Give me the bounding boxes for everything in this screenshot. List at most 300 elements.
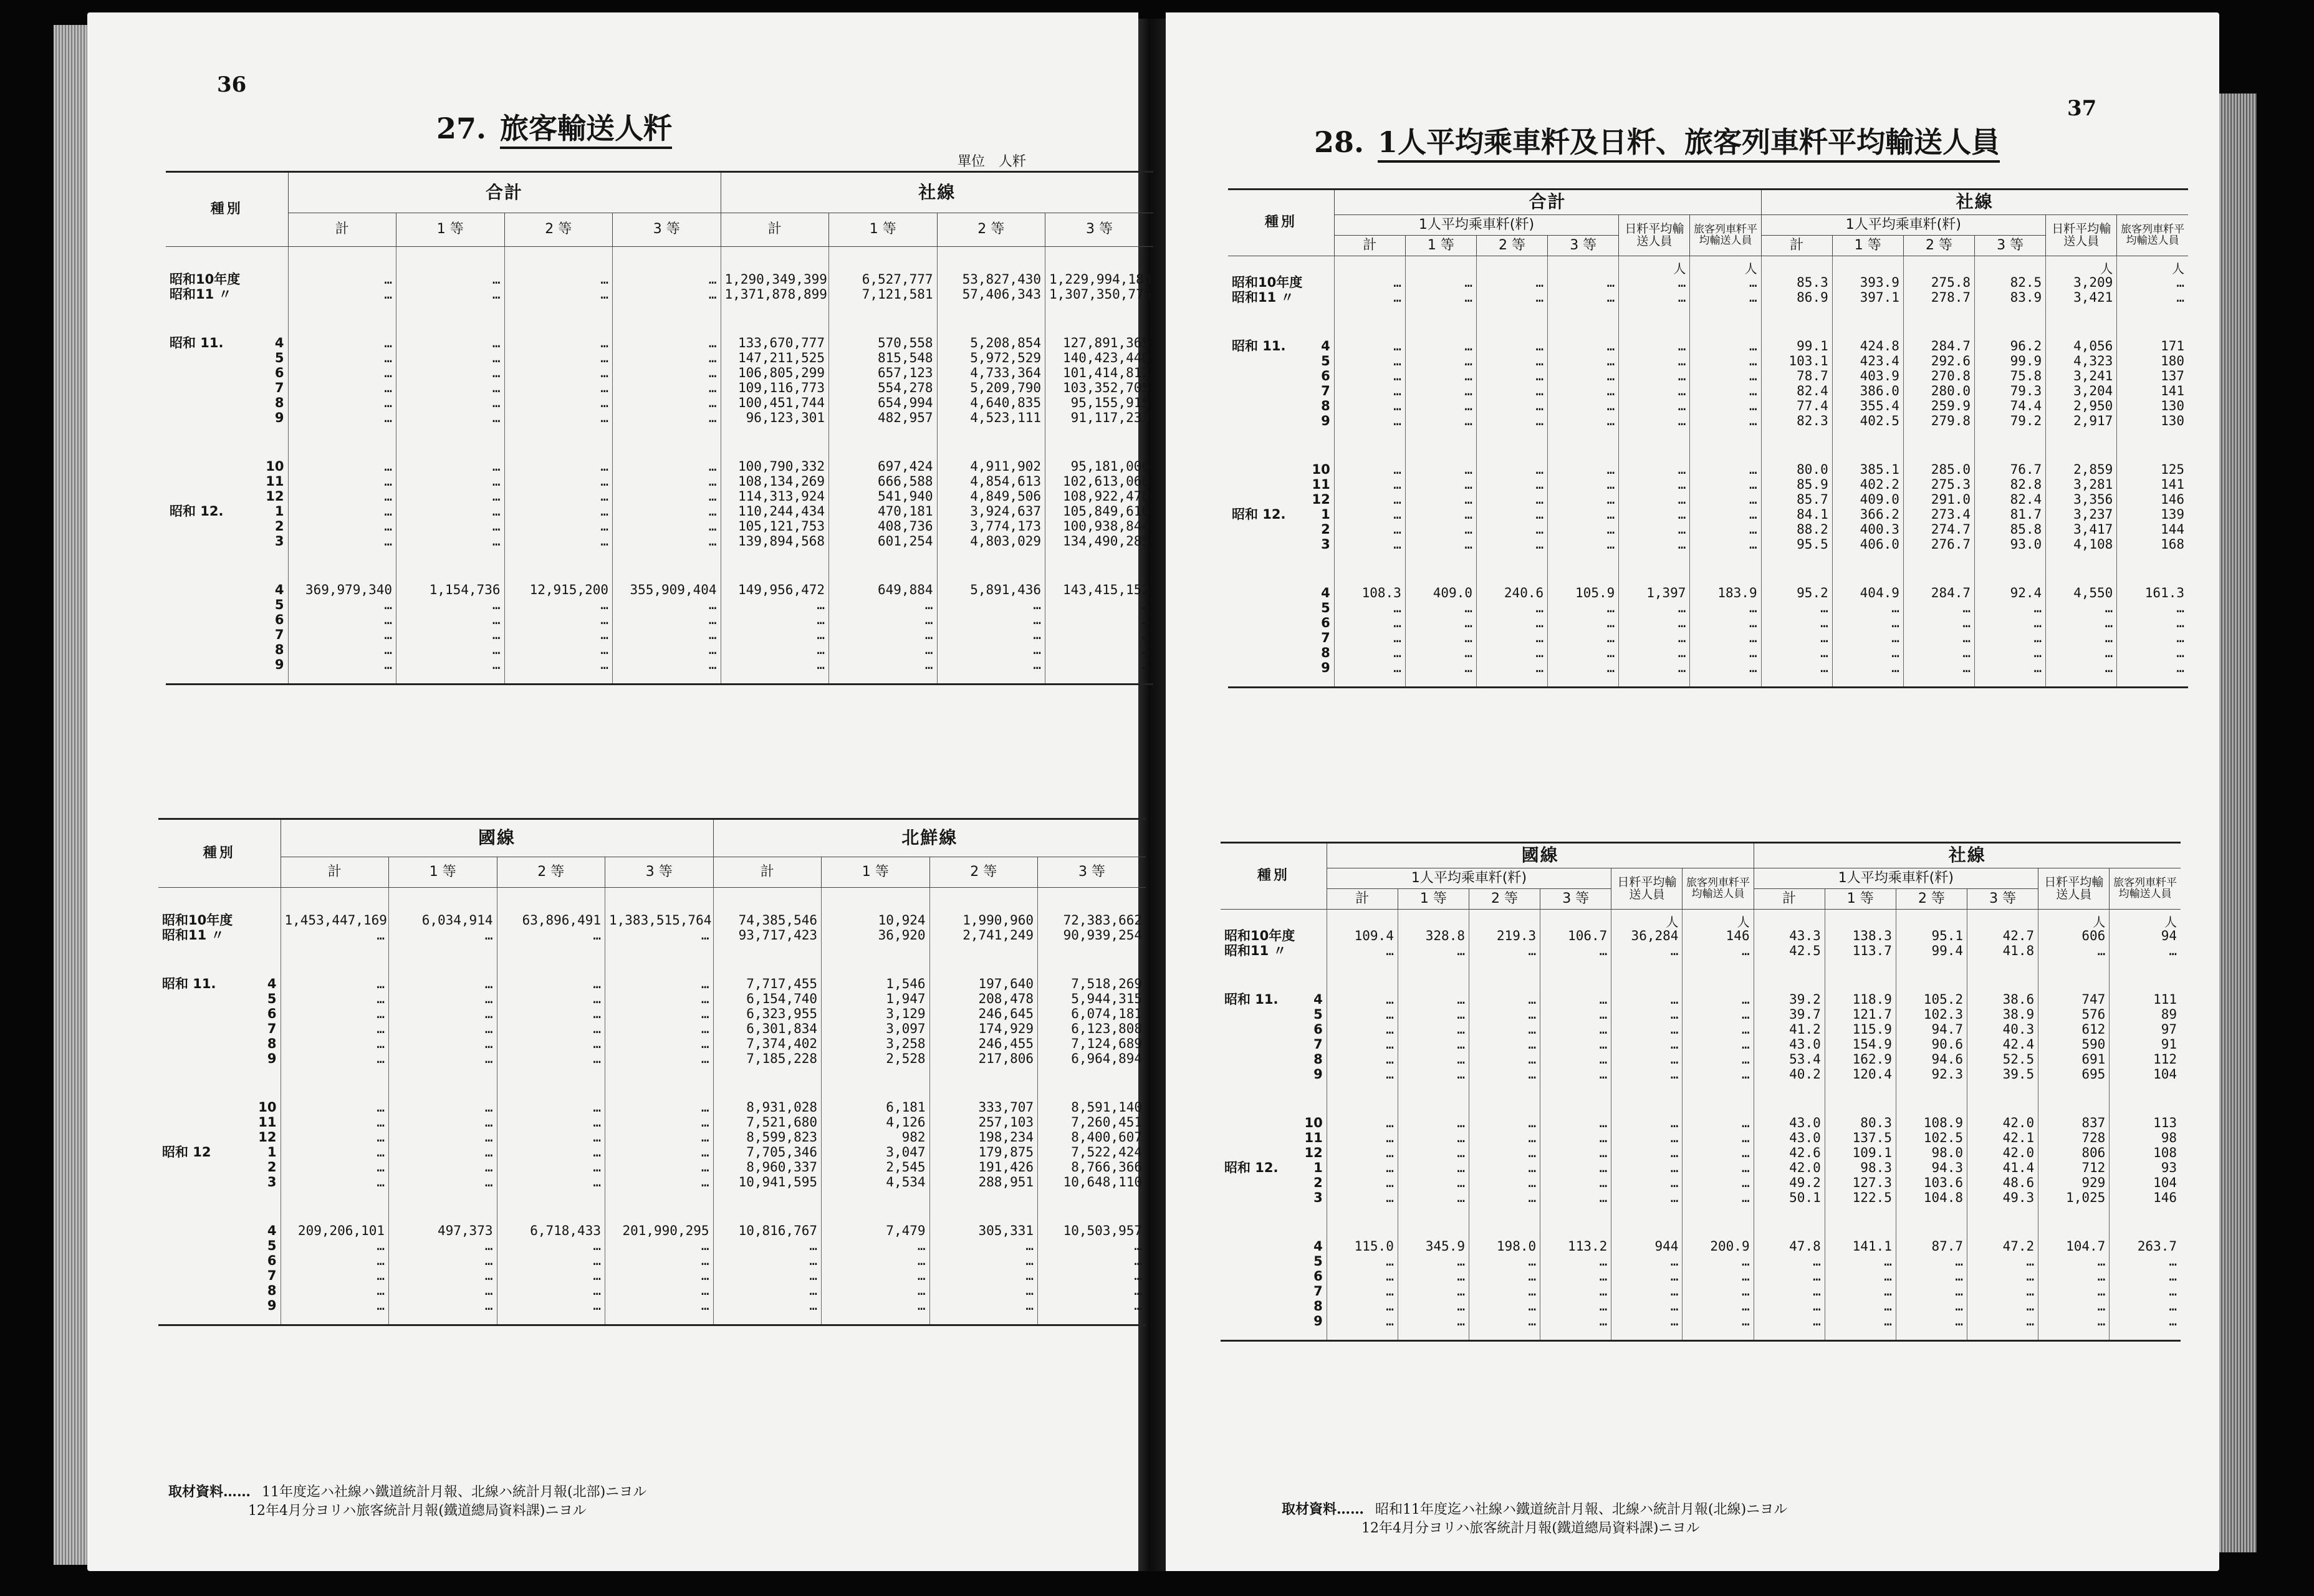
row-label xyxy=(166,489,288,504)
table-cell: 6,181 xyxy=(822,1100,930,1115)
table-cell: 3,237 xyxy=(2046,507,2117,522)
table-cell: … xyxy=(2046,600,2117,615)
table-cell: … xyxy=(1405,383,1476,398)
table-cell: … xyxy=(396,247,505,287)
table-cell: … xyxy=(1327,1052,1398,1067)
train-avg-header: 旅客列車粁平均輸送人員 xyxy=(1690,214,1761,256)
table-cell: … xyxy=(1896,1299,1967,1314)
row-label xyxy=(1221,1067,1327,1082)
table-cell: … xyxy=(389,991,497,1006)
table-cell: 130 xyxy=(2117,413,2188,428)
unit-person: 人 xyxy=(1619,256,1690,276)
row-month: 2 xyxy=(274,519,284,534)
table-cell: … xyxy=(281,991,389,1006)
table-cell: … xyxy=(1619,398,1690,413)
table-row xyxy=(158,1006,1146,1021)
footnote-line: 12年4月分ヨリハ旅客統計月報(鐵道總局資料課)ニヨル xyxy=(248,1503,587,1519)
table-row xyxy=(158,1145,1146,1160)
table-cell: 8,931,028 xyxy=(713,1100,822,1115)
unit-person: 人 xyxy=(1611,910,1683,929)
table-cell: … xyxy=(281,1238,389,1253)
table-cell: … xyxy=(1975,600,2046,615)
column-header: 2 等 xyxy=(1896,888,1967,909)
table-cell: 89 xyxy=(2110,1007,2181,1022)
table-cell: … xyxy=(1476,615,1547,630)
table-cell: … xyxy=(288,489,396,504)
table-cell: … xyxy=(1611,1115,1683,1130)
table-cell: … xyxy=(605,1238,714,1253)
table-cell: … xyxy=(1548,477,1619,492)
table-cell: … xyxy=(1327,1115,1398,1130)
table-cell: … xyxy=(2046,615,2117,630)
table-cell: … xyxy=(389,928,497,943)
table-cell: … xyxy=(389,1051,497,1066)
table-cell: … xyxy=(1611,1067,1683,1082)
table-cell: 85.3 xyxy=(1761,275,1832,290)
row-month: 4 xyxy=(274,335,284,350)
table-row xyxy=(166,504,1153,519)
table-cell: … xyxy=(1540,1299,1611,1314)
table-cell: … xyxy=(396,627,505,642)
row-label xyxy=(1221,1269,1327,1284)
table-cell: 40.2 xyxy=(1754,1067,1825,1082)
table-cell: 6,964,894 xyxy=(1038,1051,1146,1066)
table-cell: 3,047 xyxy=(822,1145,930,1160)
table-row xyxy=(1221,1067,2181,1082)
train-avg-header: 旅客列車粁平均輸送人員 xyxy=(2110,868,2181,909)
table-cell: … xyxy=(613,365,721,380)
table-cell: … xyxy=(497,1175,605,1190)
table-row xyxy=(1221,1314,2181,1341)
table-cell: … xyxy=(1398,1037,1469,1052)
table-cell: 125 xyxy=(2117,462,2188,477)
table-cell: 42.4 xyxy=(1967,1037,2038,1052)
table-cell: 39.5 xyxy=(1967,1067,2038,1082)
table-cell: 81.7 xyxy=(1975,507,2046,522)
table-cell: … xyxy=(605,928,714,943)
row-month: 10 xyxy=(266,459,284,474)
table-cell: 806 xyxy=(2038,1145,2110,1160)
table-cell: 6,527,777 xyxy=(829,247,938,287)
footnote-label: 取材資料…… xyxy=(168,1484,251,1500)
row-year: 昭和 12. xyxy=(1232,507,1286,522)
table-cell: 109,116,773 xyxy=(721,380,829,395)
table-cell: 104.7 xyxy=(2038,1239,2110,1254)
table-cell: 6,301,834 xyxy=(713,1021,822,1036)
table-cell: … xyxy=(1832,660,1903,688)
stub-header: 種別 xyxy=(158,819,281,888)
footnote-line: 12年4月分ヨリハ旅客統計月報(鐵道總局資料課)ニヨル xyxy=(1361,1521,1700,1536)
table-cell: … xyxy=(2110,1299,2181,1314)
table-cell: … xyxy=(929,1268,1038,1283)
row-label xyxy=(1221,1190,1327,1205)
table-cell: 406.0 xyxy=(1832,537,1903,552)
table-cell: 590 xyxy=(2038,1037,2110,1052)
table-cell: … xyxy=(389,1298,497,1325)
table-cell: 141.1 xyxy=(1825,1239,1896,1254)
row-month: 6 xyxy=(274,365,284,380)
table-cell: 99.1 xyxy=(1761,339,1832,353)
table-cell: … xyxy=(1619,537,1690,552)
table-cell: 104 xyxy=(2110,1067,2181,1082)
table-cell: … xyxy=(1398,1269,1469,1284)
table-cell: 85.8 xyxy=(1975,522,2046,537)
group-header: 國線 xyxy=(1327,843,1754,868)
table-cell: 105,849,616 xyxy=(1045,504,1154,519)
footnote-line: 11年度迄ハ社線ハ鐵道統計月報、北線ハ統計月報(北部)ニヨル xyxy=(262,1484,647,1500)
table-cell: 7,121,581 xyxy=(829,287,938,302)
row-year: 昭和10年度 xyxy=(170,272,241,287)
table-cell: 246,455 xyxy=(929,1036,1038,1051)
table-row xyxy=(166,474,1153,489)
table-cell: … xyxy=(1334,537,1405,552)
table-cell: 3,774,173 xyxy=(937,519,1045,534)
row-label xyxy=(1221,1284,1327,1299)
table-cell: 5,209,790 xyxy=(937,380,1045,395)
table-cell: … xyxy=(1469,1052,1540,1067)
table-cell: … xyxy=(613,519,721,534)
table-cell: 654,994 xyxy=(829,395,938,410)
table-cell: 86.9 xyxy=(1761,290,1832,305)
table-cell: … xyxy=(1334,600,1405,615)
table-cell: 42.0 xyxy=(1967,1145,2038,1160)
table-cell: 121.7 xyxy=(1825,1007,1896,1022)
table-cell: … xyxy=(605,1100,714,1115)
source-footnote xyxy=(168,1483,646,1521)
table-cell: 270.8 xyxy=(1903,368,1974,383)
table-row xyxy=(158,1100,1146,1115)
table-cell: 93.0 xyxy=(1975,537,2046,552)
table-cell: 42.7 xyxy=(1967,928,2038,943)
row-label xyxy=(1221,928,1327,943)
column-header: 3 等 xyxy=(1038,857,1146,887)
table-cell: … xyxy=(396,597,505,612)
table-cell: … xyxy=(721,612,829,627)
table-cell: 104.8 xyxy=(1896,1190,1967,1205)
table-cell: 49.2 xyxy=(1754,1175,1825,1190)
table-cell: … xyxy=(713,1298,822,1325)
table-cell: 4,323 xyxy=(2046,353,2117,368)
row-month: 12 xyxy=(266,489,284,504)
table-cell: … xyxy=(1754,1299,1825,1314)
table-cell: … xyxy=(1405,477,1476,492)
row-label xyxy=(1228,660,1334,688)
table-cell: … xyxy=(1611,1175,1683,1190)
table-cell: 41.8 xyxy=(1967,943,2038,958)
table-cell: 397.1 xyxy=(1832,290,1903,305)
table-cell: … xyxy=(605,1253,714,1268)
table-cell: … xyxy=(1611,1190,1683,1205)
row-month: 3 xyxy=(267,1175,277,1190)
table-cell: 53.4 xyxy=(1754,1052,1825,1067)
table-cell: 3,209 xyxy=(2046,275,2117,290)
table-cell: … xyxy=(396,612,505,627)
day-avg-header: 日粁平均輸送人員 xyxy=(2038,868,2110,909)
table-cell: 5,891,436 xyxy=(937,582,1045,597)
table-cell: … xyxy=(1619,630,1690,645)
table-cell: … xyxy=(1038,1238,1146,1253)
row-month: 4 xyxy=(267,1223,277,1238)
table-cell: 333,707 xyxy=(929,1100,1038,1115)
table-cell: 6,154,740 xyxy=(713,991,822,1006)
column-header: 3 等 xyxy=(1540,888,1611,909)
table-cell: … xyxy=(1690,492,1761,507)
row-month: 11 xyxy=(266,474,284,489)
table-cell: … xyxy=(1548,660,1619,688)
table-cell: … xyxy=(389,1160,497,1175)
table-cell: 99.4 xyxy=(1896,943,1967,958)
table-cell: … xyxy=(1469,1254,1540,1269)
table-cell: … xyxy=(1469,1190,1540,1205)
table-cell: 95.2 xyxy=(1761,585,1832,600)
row-month: 5 xyxy=(1321,600,1330,616)
table-cell: … xyxy=(1619,615,1690,630)
row-label xyxy=(1228,353,1334,368)
table-cell: 3,129 xyxy=(822,1006,930,1021)
table-cell: … xyxy=(497,976,605,991)
table-row xyxy=(166,459,1153,474)
table-row xyxy=(158,1238,1146,1253)
table-cell: … xyxy=(1334,477,1405,492)
table-cell: … xyxy=(1754,1254,1825,1269)
table-cell: 259.9 xyxy=(1903,398,1974,413)
table-cell: 570,558 xyxy=(829,335,938,350)
table-cell: … xyxy=(929,1298,1038,1325)
table-cell: … xyxy=(2110,1284,2181,1299)
left-page xyxy=(87,12,1152,1571)
column-header: 計 xyxy=(288,213,396,247)
column-header: 1 等 xyxy=(1825,888,1896,909)
table-cell: … xyxy=(1619,383,1690,398)
table-cell: … xyxy=(1548,368,1619,383)
table-row xyxy=(158,991,1146,1006)
table-cell: … xyxy=(1619,660,1690,688)
unit-person: 人 xyxy=(2038,910,2110,929)
table-cell: … xyxy=(1825,1299,1896,1314)
table-cell: 4,803,029 xyxy=(937,534,1045,549)
table-cell: … xyxy=(2117,630,2188,645)
table-row xyxy=(1228,600,2188,615)
table-cell: 217,806 xyxy=(929,1051,1038,1066)
table-cell: … xyxy=(829,597,938,612)
row-month: 6 xyxy=(267,1253,277,1268)
table-cell: … xyxy=(937,657,1045,685)
row-month: 7 xyxy=(1321,630,1330,646)
table-row xyxy=(1228,645,2188,660)
table-cell: … xyxy=(1825,1254,1896,1269)
table-cell: … xyxy=(504,395,613,410)
day-avg-header: 日粁平均輸送人員 xyxy=(1611,868,1683,909)
table-cell: 246,645 xyxy=(929,1006,1038,1021)
table-cell: … xyxy=(1761,600,1832,615)
table-cell: … xyxy=(721,657,829,685)
page-number: 36 xyxy=(217,72,247,97)
row-month: 8 xyxy=(274,642,284,657)
table-cell: 108.3 xyxy=(1334,585,1405,600)
row-month: 9 xyxy=(1321,413,1330,429)
table-cell: … xyxy=(1611,943,1683,958)
table-cell: 263.7 xyxy=(2110,1239,2181,1254)
column-header: 3 等 xyxy=(613,213,721,247)
table-cell: 7,521,680 xyxy=(713,1115,822,1130)
table-cell: 115.0 xyxy=(1327,1239,1398,1254)
table-cell: … xyxy=(605,1160,714,1175)
table-cell: 74,385,546 xyxy=(713,888,822,928)
table-cell: … xyxy=(1327,1022,1398,1037)
row-label xyxy=(158,1051,281,1066)
row-label xyxy=(158,1253,281,1268)
table-cell: … xyxy=(1398,1007,1469,1022)
table-cell: 82.4 xyxy=(1975,492,2046,507)
table-cell: … xyxy=(1548,383,1619,398)
table-row xyxy=(1221,1190,2181,1205)
table-cell: … xyxy=(1540,1130,1611,1145)
table-cell: … xyxy=(1761,660,1832,688)
table-cell: … xyxy=(389,1115,497,1130)
table-cell: … xyxy=(1611,992,1683,1007)
stub-header: 種別 xyxy=(1228,190,1334,256)
table-cell: … xyxy=(1334,398,1405,413)
table-cell: … xyxy=(829,642,938,657)
table-cell: … xyxy=(1975,660,2046,688)
table-cell: 7,479 xyxy=(822,1223,930,1238)
table-row xyxy=(166,410,1153,425)
table-cell: … xyxy=(281,1036,389,1051)
table-cell: … xyxy=(1903,600,1974,615)
table-cell: … xyxy=(1327,1299,1398,1314)
table-cell: 612 xyxy=(2038,1022,2110,1037)
row-label xyxy=(158,1006,281,1021)
subgroup-header: 1人平均乘車粁(粁) xyxy=(1761,214,2046,235)
table-cell: 52.5 xyxy=(1967,1052,2038,1067)
table-cell: … xyxy=(1540,943,1611,958)
table-cell: … xyxy=(713,1253,822,1268)
table-cell: … xyxy=(1476,383,1547,398)
table-cell: … xyxy=(605,1130,714,1145)
table-cell: … xyxy=(288,534,396,549)
table-cell: 554,278 xyxy=(829,380,938,395)
column-header: 1 等 xyxy=(1398,888,1469,909)
table-cell: 139,894,568 xyxy=(721,534,829,549)
table-cell: 108,134,269 xyxy=(721,474,829,489)
table-cell: 103,352,705 xyxy=(1045,380,1154,395)
table-cell: … xyxy=(1611,1284,1683,1299)
table-cell: 134,490,285 xyxy=(1045,534,1154,549)
table-cell: 4,523,111 xyxy=(937,410,1045,425)
table-cell: … xyxy=(281,1100,389,1115)
table-cell: … xyxy=(288,380,396,395)
table-cell: … xyxy=(929,1238,1038,1253)
table-cell: … xyxy=(396,410,505,425)
table-cell: … xyxy=(1327,1130,1398,1145)
table-cell: … xyxy=(1975,645,2046,660)
table-cell: … xyxy=(2110,943,2181,958)
table-cell: … xyxy=(1619,413,1690,428)
table-cell: 99.9 xyxy=(1975,353,2046,368)
table-cell: 423.4 xyxy=(1832,353,1903,368)
table-cell: 1,453,447,169 xyxy=(281,888,389,928)
table-cell: 7,705,346 xyxy=(713,1145,822,1160)
table-cell: 112 xyxy=(2110,1052,2181,1067)
table-cell: 666,588 xyxy=(829,474,938,489)
table-cell: 90,939,254 xyxy=(1038,928,1146,943)
table-cell: 355.4 xyxy=(1832,398,1903,413)
table-cell: … xyxy=(1619,368,1690,383)
table-cell: … xyxy=(2038,1269,2110,1284)
table-cell: … xyxy=(288,335,396,350)
table-cell: … xyxy=(1327,1160,1398,1175)
column-header: 2 等 xyxy=(1469,888,1540,909)
table-cell: … xyxy=(613,642,721,657)
table-cell: 328.8 xyxy=(1398,928,1469,943)
table-cell: … xyxy=(1548,398,1619,413)
table-cell: … xyxy=(1761,645,1832,660)
table-cell: … xyxy=(822,1283,930,1298)
table-cell: … xyxy=(613,410,721,425)
table-cell: … xyxy=(1548,630,1619,645)
table-number: 27. xyxy=(436,112,487,145)
row-month: 9 xyxy=(1313,1314,1323,1329)
table-cell: … xyxy=(1327,1007,1398,1022)
table-cell: 144 xyxy=(2117,522,2188,537)
table-row xyxy=(1221,1269,2181,1284)
table-cell: 101,414,812 xyxy=(1045,365,1154,380)
row-month: 6 xyxy=(1313,1269,1323,1284)
table-row xyxy=(1221,1145,2181,1160)
row-label xyxy=(1221,943,1327,958)
group-header: 社線 xyxy=(1761,190,2188,215)
table-cell: 12,915,200 xyxy=(504,582,613,597)
table-cell: 201,990,295 xyxy=(605,1223,714,1238)
table-cell: 110,244,434 xyxy=(721,504,829,519)
row-label xyxy=(158,1283,281,1298)
train-avg-header: 旅客列車粁平均輸送人員 xyxy=(2117,214,2188,256)
table-cell: 3,241 xyxy=(2046,368,2117,383)
row-year: 昭和11 〃 xyxy=(1224,943,1287,959)
table-cell: … xyxy=(389,1036,497,1051)
unit-person: 人 xyxy=(2117,256,2188,276)
table-cell: … xyxy=(1540,992,1611,1007)
row-month: 6 xyxy=(1321,368,1330,384)
row-label xyxy=(166,582,288,597)
table-cell: … xyxy=(1476,537,1547,552)
table-cell: … xyxy=(497,1283,605,1298)
table-cell: 36,284 xyxy=(1611,928,1683,943)
table-cell: 80.3 xyxy=(1825,1115,1896,1130)
table-cell: 291.0 xyxy=(1903,492,1974,507)
table-cell: … xyxy=(1832,600,1903,615)
table-cell: … xyxy=(1469,943,1540,958)
table-cell: … xyxy=(2038,1314,2110,1341)
table-cell: … xyxy=(396,459,505,474)
table-cell: 712 xyxy=(2038,1160,2110,1175)
row-label xyxy=(158,928,281,943)
table-cell: 82.8 xyxy=(1975,477,2046,492)
table-cell: 82.4 xyxy=(1761,383,1832,398)
row-label xyxy=(1221,1007,1327,1022)
table-cell: 209,206,101 xyxy=(281,1223,389,1238)
table-title-text: 1人平均乘車粁及日粁、旅客列車粁平均輸送人員 xyxy=(1378,125,2000,163)
table-cell: … xyxy=(2038,1254,2110,1269)
table-cell: … xyxy=(2038,1299,2110,1314)
table-row xyxy=(1228,492,2188,507)
table-cell: 288,951 xyxy=(929,1175,1038,1190)
table-row xyxy=(1228,585,2188,600)
table-cell: 649,884 xyxy=(829,582,938,597)
table-cell: 79.2 xyxy=(1975,413,2046,428)
table-cell: 105.9 xyxy=(1548,585,1619,600)
page-number: 37 xyxy=(2067,96,2097,121)
